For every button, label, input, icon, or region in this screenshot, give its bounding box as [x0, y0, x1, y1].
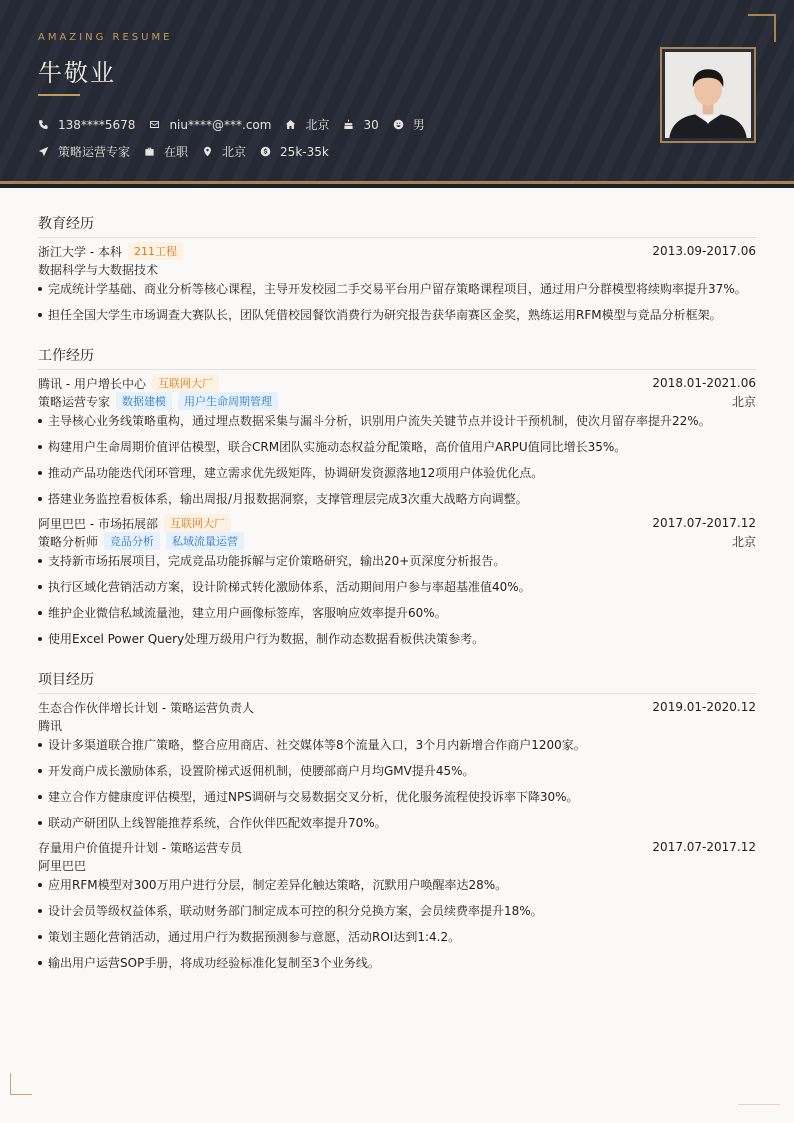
mail-icon — [149, 119, 160, 130]
list-item: 开发商户成长激励体系，设置阶梯式返佣机制，使腰部商户月均GMV提升45%。 — [38, 763, 756, 779]
list-item: 设计多渠道联合推广策略，整合应用商店、社交媒体等8个流量入口，3个月内新增合作商户1200家。 — [38, 737, 756, 753]
salary-info — [260, 145, 329, 159]
company-name: 阿里巴巴 - 市场拓展部 — [38, 516, 158, 531]
corner-ornament-top-right — [748, 14, 776, 42]
school-name: 浙江大学 - 本科 — [38, 244, 122, 259]
footer-ornament-line — [738, 1104, 780, 1105]
target-role-text: 策略运营专家 — [58, 145, 131, 159]
list-item: 维护企业微信私域流量池，建立用户画像标签库，客服响应效率提升60%。 — [38, 605, 756, 621]
list-item: 设计会员等级权益体系，联动财务部门制定成本可控的积分兑换方案，会员续费率提升18%。 — [38, 903, 756, 919]
education-period: 2013.09-2017.06 — [652, 244, 756, 258]
target-role-info — [38, 143, 130, 160]
phone-info — [38, 118, 135, 132]
role-tag: 数据建模 — [116, 392, 172, 410]
brand-label: AMAZING RESUME — [38, 32, 173, 43]
company-name: 腾讯 - 用户增长中心 — [38, 376, 146, 391]
major: 数据科学与大数据技术 — [38, 262, 159, 277]
gender-text: 男 — [412, 118, 425, 132]
project-title: 生态合作伙伴增长计划 - 策略运营负责人 — [38, 700, 254, 715]
work-period: 2017.07-2017.12 — [652, 516, 756, 530]
location-pin-icon — [202, 146, 213, 157]
gender-info — [393, 116, 425, 133]
list-item: 执行区域化营销活动方案，设计阶梯式转化激励体系，活动期间用户参与率超基准值40%。 — [38, 579, 756, 595]
list-item: 搭建业务监控看板体系，输出周报/月报数据洞察，支撑管理层完成3次重大战略方向调整。 — [38, 491, 756, 507]
city-info — [285, 116, 329, 133]
project-title: 存量用户价值提升计划 - 策略运营专员 — [38, 840, 242, 855]
contact-row-2 — [38, 143, 343, 160]
project-org-line — [38, 716, 756, 734]
education-header — [38, 242, 756, 260]
phone-text: 138****5678 — [58, 117, 136, 132]
age-info — [343, 118, 378, 132]
home-icon — [285, 119, 296, 130]
work-location: 北京 — [731, 394, 756, 409]
email-text: niu****@***.com — [169, 117, 272, 132]
money-icon — [260, 146, 271, 157]
work-role-line — [38, 532, 756, 550]
list-item: 策划主题化营销活动，通过用户行为数据预测参与意愿，活动ROI达到1:4.2。 — [38, 929, 756, 945]
company-tag: 互联网大厂 — [152, 374, 219, 392]
name-divider — [38, 94, 80, 96]
work-entry-header — [38, 374, 756, 392]
project-org-line — [38, 856, 756, 874]
portrait-icon — [665, 52, 751, 138]
company-tag: 互联网大厂 — [164, 514, 231, 532]
section-title-project: 项目经历 — [38, 669, 756, 694]
send-icon — [38, 146, 49, 157]
profile-photo-frame — [660, 47, 756, 143]
role-tag: 用户生命周期管理 — [178, 392, 278, 410]
age-text: 30 — [363, 117, 379, 132]
list-item: 应用RFM模型对300万用户进行分层，制定差异化触达策略，沉默用户唤醒率达28%。 — [38, 877, 756, 893]
list-item: 完成统计学基础、商业分析等核心课程，主导开发校园二手交易平台用户留存策略课程项目，通过用户分群模型将续购率提升37%。 — [38, 281, 756, 297]
work-role-line — [38, 392, 756, 410]
salary-text: 25k-35k — [280, 144, 329, 159]
list-item: 担任全国大学生市场调查大赛队长，团队凭借校园餐饮消费行为研究报告获华南赛区金奖，熟练运用RFM模型与竞品分析框架。 — [38, 307, 756, 323]
list-item: 建立合作方健康度评估模型，通过NPS调研与交易数据交叉分析，优化服务流程使投诉率下降30%。 — [38, 789, 756, 805]
profile-photo — [665, 52, 751, 138]
candidate-name: 牛敬业 — [38, 59, 116, 87]
smile-icon — [393, 119, 404, 130]
project-entry-header — [38, 838, 756, 856]
project-period: 2019.01-2020.12 — [652, 700, 756, 714]
project-entry-header — [38, 698, 756, 716]
project-org: 腾讯 — [38, 718, 63, 733]
job-role: 策略运营专家 — [38, 394, 111, 409]
role-tag: 私域流量运营 — [166, 532, 244, 550]
education-major-line — [38, 260, 756, 278]
list-item: 推动产品功能迭代闭环管理，建立需求优先级矩阵，协调研发资源落地12项用户体验优化点。 — [38, 465, 756, 481]
phone-icon — [38, 119, 49, 130]
cake-icon — [343, 119, 354, 130]
role-tag: 竞品分析 — [104, 532, 160, 550]
status-info — [144, 143, 188, 160]
list-item: 使用Excel Power Query处理万级用户行为数据，制作动态数据看板供决策参考。 — [38, 631, 756, 647]
briefcase-icon — [144, 146, 155, 157]
section-title-education: 教育经历 — [38, 213, 756, 238]
school-tag: 211工程 — [128, 242, 183, 260]
section-title-work: 工作经历 — [38, 345, 756, 370]
project-org: 阿里巴巴 — [38, 858, 87, 873]
work-entry-header — [38, 514, 756, 532]
job-role: 策略分析师 — [38, 534, 99, 549]
email-info — [149, 118, 271, 132]
target-city-text: 北京 — [222, 145, 247, 159]
header-underline — [0, 184, 794, 188]
list-item: 支持新市场拓展项目，完成竞品功能拆解与定价策略研究，输出20+页深度分析报告。 — [38, 553, 756, 569]
target-city-info — [202, 143, 246, 160]
list-item: 联动产研团队上线智能推荐系统，合作伙伴匹配效率提升70%。 — [38, 815, 756, 831]
list-item: 输出用户运营SOP手册，将成功经验标准化复制至3个业务线。 — [38, 955, 756, 971]
work-location: 北京 — [731, 534, 756, 549]
project-period: 2017.07-2017.12 — [652, 840, 756, 854]
list-item: 主导核心业务线策略重构，通过埋点数据采集与漏斗分析，识别用户流失关键节点并设计干预机制，使次月留存率提升22%。 — [38, 413, 756, 429]
list-item: 构建用户生命周期价值评估模型，联合CRM团队实施动态权益分配策略，高价值用户ARPU值同比增长35%。 — [38, 439, 756, 455]
city-text: 北京 — [305, 118, 330, 132]
work-period: 2018.01-2021.06 — [652, 376, 756, 390]
corner-ornament-bottom-left — [10, 1073, 32, 1095]
contact-row-1 — [38, 116, 439, 133]
status-text: 在职 — [164, 145, 189, 159]
